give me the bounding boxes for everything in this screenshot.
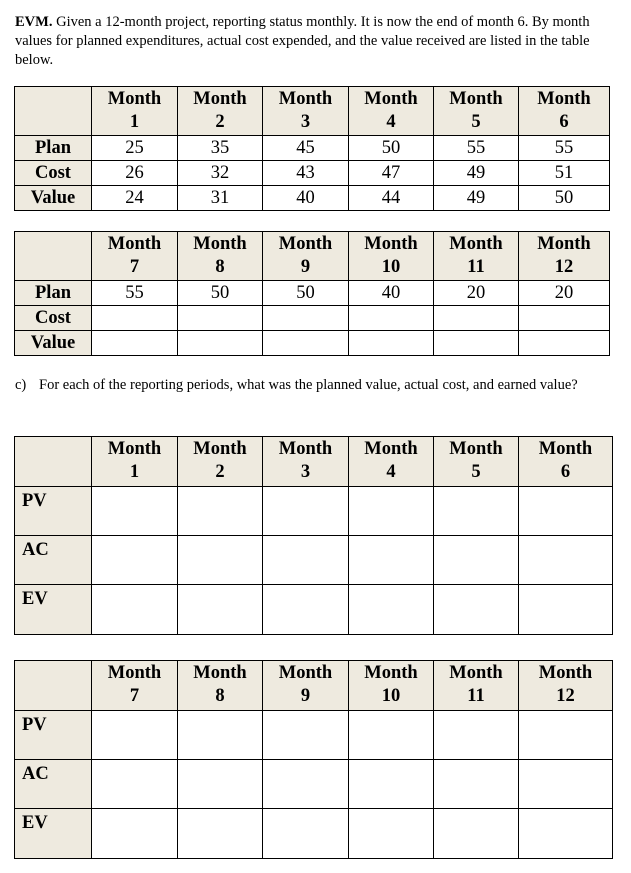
row-label-plan: Plan — [15, 136, 92, 161]
answer-cell — [178, 760, 263, 809]
table-cell: 44 — [349, 186, 434, 211]
answer-cell — [263, 809, 349, 859]
corner-cell — [15, 661, 92, 711]
table-cell: 51 — [519, 161, 610, 186]
table-cell: 47 — [349, 161, 434, 186]
answer-table-months-1-6 — [14, 436, 613, 635]
empty-cell — [434, 331, 519, 356]
answer-cell — [434, 487, 519, 536]
month-number: 11 — [467, 686, 485, 706]
table-cell: 50 — [178, 281, 263, 306]
answer-cell — [519, 711, 613, 760]
empty-cell — [178, 331, 263, 356]
month-word: Month — [364, 234, 418, 254]
corner-cell — [15, 232, 92, 281]
table-cell: 26 — [92, 161, 178, 186]
empty-cell — [434, 306, 519, 331]
answer-cell — [178, 536, 263, 585]
row-label-cost: Cost — [15, 306, 92, 331]
table-cell: 40 — [349, 281, 434, 306]
month-word: Month — [449, 234, 503, 254]
intro-paragraph — [15, 13, 615, 70]
table-cell: 45 — [263, 136, 349, 161]
table-cell: 20 — [519, 281, 610, 306]
answer-cell — [519, 809, 613, 859]
month-number: 8 — [215, 257, 225, 277]
month-header — [434, 232, 519, 281]
month-number: 7 — [129, 257, 140, 277]
intro-text: Given a 12-month project, reporting status monthly. It is now the end of month 6. By month values for planned expenditures, actual cost expended, and the value received are listed in the table below. — [15, 14, 590, 68]
table-cell: 49 — [434, 186, 519, 211]
month-header — [349, 87, 434, 136]
month-word: Month — [107, 439, 162, 459]
table-cell: 50 — [349, 136, 434, 161]
answer-cell — [349, 585, 434, 635]
answer-cell — [349, 711, 434, 760]
month-number: 10 — [381, 686, 401, 706]
month-word: Month — [193, 234, 247, 254]
month-word: Month — [537, 234, 591, 254]
month-header — [92, 661, 178, 711]
table-cell: 50 — [519, 186, 610, 211]
month-number: 6 — [560, 462, 571, 482]
empty-cell — [92, 306, 178, 331]
month-header — [263, 661, 349, 711]
month-number: 11 — [467, 257, 485, 277]
empty-cell — [349, 331, 434, 356]
question-text: For each of the reporting periods, what was the planned value, actual cost, and earned value? — [39, 377, 578, 393]
month-word: Month — [278, 439, 333, 459]
month-number: 1 — [129, 112, 140, 132]
month-header — [349, 437, 434, 487]
answer-cell — [92, 585, 178, 635]
row-label-pv: PV — [15, 487, 92, 536]
empty-cell — [519, 331, 610, 356]
row-label-pv: PV — [15, 711, 92, 760]
answer-cell — [263, 585, 349, 635]
row-label-ac: AC — [15, 536, 92, 585]
month-number: 6 — [559, 112, 569, 132]
answer-cell — [434, 536, 519, 585]
month-header — [92, 232, 178, 281]
month-header — [434, 87, 519, 136]
answer-cell — [519, 585, 613, 635]
month-header — [519, 232, 610, 281]
answer-cell — [519, 487, 613, 536]
month-word: Month — [538, 663, 593, 683]
table-cell: 43 — [263, 161, 349, 186]
row-label-value: Value — [15, 186, 92, 211]
month-header — [263, 437, 349, 487]
month-word: Month — [193, 439, 247, 459]
month-word: Month — [278, 234, 333, 254]
row-label-ev: EV — [15, 585, 92, 635]
month-header — [519, 661, 613, 711]
month-header — [434, 661, 519, 711]
month-header — [519, 87, 610, 136]
table-cell: 24 — [92, 186, 178, 211]
answer-cell — [263, 487, 349, 536]
month-word: Month — [449, 89, 503, 109]
month-number: 9 — [300, 686, 311, 706]
row-label-ev: EV — [15, 809, 92, 859]
table-cell: 49 — [434, 161, 519, 186]
answer-cell — [434, 760, 519, 809]
answer-cell — [263, 760, 349, 809]
table-cell: 20 — [434, 281, 519, 306]
month-number: 9 — [300, 257, 311, 277]
month-word: Month — [538, 439, 593, 459]
month-word: Month — [193, 663, 247, 683]
table-cell: 55 — [519, 136, 610, 161]
empty-cell — [263, 306, 349, 331]
answer-cell — [349, 809, 434, 859]
data-table-months-7-12 — [14, 231, 610, 356]
month-header — [263, 232, 349, 281]
month-header — [178, 87, 263, 136]
row-label-plan: Plan — [15, 281, 92, 306]
month-number: 3 — [300, 112, 311, 132]
month-number: 12 — [556, 686, 575, 706]
answer-cell — [178, 809, 263, 859]
table-cell: 25 — [92, 136, 178, 161]
answer-cell — [519, 760, 613, 809]
month-word: Month — [537, 89, 591, 109]
data-table-months-1-6 — [14, 86, 610, 211]
month-word: Month — [364, 663, 418, 683]
month-word: Month — [193, 89, 247, 109]
month-word: Month — [449, 663, 503, 683]
month-header — [178, 661, 263, 711]
answer-cell — [263, 536, 349, 585]
answer-cell — [263, 711, 349, 760]
month-word: Month — [107, 234, 162, 254]
month-number: 2 — [215, 112, 225, 132]
answer-cell — [349, 760, 434, 809]
month-word: Month — [364, 89, 418, 109]
row-label-ac: AC — [15, 760, 92, 809]
month-number: 3 — [300, 462, 311, 482]
row-label-cost: Cost — [15, 161, 92, 186]
empty-cell — [349, 306, 434, 331]
answer-cell — [178, 711, 263, 760]
corner-cell — [15, 437, 92, 487]
month-number: 5 — [471, 462, 481, 482]
month-header — [178, 437, 263, 487]
table-cell: 55 — [92, 281, 178, 306]
month-number: 10 — [381, 257, 401, 277]
answer-cell — [349, 487, 434, 536]
answer-cell — [92, 487, 178, 536]
answer-cell — [92, 809, 178, 859]
month-header — [349, 232, 434, 281]
question-number: c) — [15, 377, 27, 393]
month-word: Month — [278, 663, 333, 683]
answer-cell — [434, 711, 519, 760]
month-number: 1 — [129, 462, 140, 482]
month-number: 5 — [471, 112, 481, 132]
month-header — [92, 437, 178, 487]
table-cell: 55 — [434, 136, 519, 161]
month-header — [92, 87, 178, 136]
row-label-value: Value — [15, 331, 92, 356]
table-cell: 40 — [263, 186, 349, 211]
answer-cell — [92, 711, 178, 760]
month-word: Month — [107, 663, 162, 683]
empty-cell — [178, 306, 263, 331]
answer-cell — [92, 760, 178, 809]
empty-cell — [92, 331, 178, 356]
month-number: 8 — [215, 686, 225, 706]
month-number: 12 — [554, 257, 574, 277]
month-word: Month — [107, 89, 162, 109]
month-number: 4 — [386, 462, 396, 482]
month-header — [434, 437, 519, 487]
intro-bold-lead: EVM. — [15, 14, 53, 30]
answer-cell — [92, 536, 178, 585]
month-header — [263, 87, 349, 136]
corner-cell — [15, 87, 92, 136]
month-word: Month — [278, 89, 333, 109]
answer-cell — [178, 487, 263, 536]
month-header — [178, 232, 263, 281]
answer-cell — [178, 585, 263, 635]
month-word: Month — [449, 439, 503, 459]
empty-cell — [263, 331, 349, 356]
answer-cell — [349, 536, 434, 585]
month-number: 2 — [215, 462, 225, 482]
answer-cell — [519, 536, 613, 585]
answer-cell — [434, 809, 519, 859]
answer-cell — [434, 585, 519, 635]
answer-table-months-7-12 — [14, 660, 613, 859]
table-cell: 50 — [263, 281, 349, 306]
table-cell: 32 — [178, 161, 263, 186]
table-cell: 35 — [178, 136, 263, 161]
month-word: Month — [364, 439, 418, 459]
month-number: 7 — [129, 686, 140, 706]
month-number: 4 — [386, 112, 396, 132]
month-header — [519, 437, 613, 487]
table-cell: 31 — [178, 186, 263, 211]
month-header — [349, 661, 434, 711]
empty-cell — [519, 306, 610, 331]
